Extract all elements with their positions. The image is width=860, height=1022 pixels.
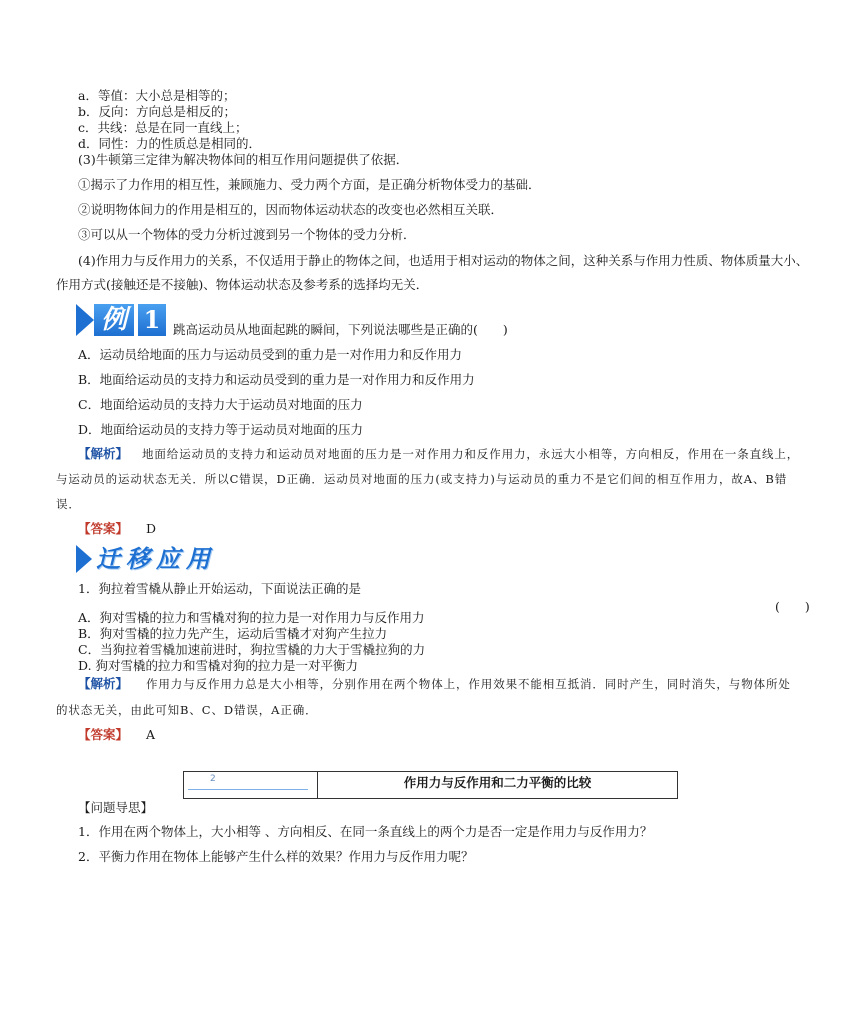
item-circle-3: ③可以从一个物体的受力分析过渡到另一个物体的受力分析．	[78, 227, 416, 242]
analysis-text: 作用力与反作用力总是大小相等，分别作用在两个物体上，作用效果不能相互抵消．同时产生，同时消失，与物体所处	[146, 677, 791, 691]
example-analysis-line-1	[78, 446, 799, 462]
example-analysis-line-2: 与运动员的运动状态无关．所以C错误，D正确．运动员对地面的压力(或支持力)与运动员的重力不是它们间的相互作用力，故A、B错	[56, 472, 788, 486]
point-c: c．共线：总是在同一直线上；	[78, 120, 248, 135]
answer-value: D	[146, 521, 157, 536]
practice-option-b: B．狗对雪橇的拉力先产生，运动后雪橇才对狗产生拉力	[78, 626, 388, 641]
question-guide-heading: 【问题导思】	[78, 800, 154, 815]
answer-blank: ( )	[775, 599, 810, 614]
answer-tag: 【答案】	[78, 521, 129, 536]
point-d: d．同性：力的性质总是相同的．	[78, 136, 262, 151]
example-banner	[76, 303, 166, 337]
practice-option-a: A．狗对雪橇的拉力和雪橇对狗的拉力是一对作用力与反作用力	[78, 610, 425, 625]
example-banner-number: 1	[138, 304, 166, 336]
practice-banner-label: 迁移应用	[96, 545, 216, 573]
example-option-d: D．地面给运动员的支持力等于运动员对地面的压力	[78, 422, 364, 437]
example-answer	[78, 521, 156, 537]
answer-tag: 【答案】	[78, 727, 129, 742]
arrow-icon	[76, 304, 94, 336]
section-number: 2	[210, 774, 216, 784]
example-analysis-line-3: 误．	[56, 497, 81, 511]
section-header-table	[183, 771, 678, 799]
section-number-bar	[188, 774, 308, 790]
section-title: 作用力与反作用和二力平衡的比较	[403, 775, 592, 790]
practice-option-d: D. 狗对雪橇的拉力和雪橇对狗的拉力是一对平衡力	[78, 658, 359, 673]
section-number-cell	[184, 772, 318, 798]
practice-analysis-line-1	[78, 676, 791, 692]
item-circle-2: ②说明物体间力的作用是相互的，因而物体运动状态的改变也必然相互关联．	[78, 202, 504, 217]
point-a: a．等值：大小总是相等的；	[78, 88, 236, 103]
analysis-tag: 【解析】	[78, 446, 129, 461]
point-b: b．反向：方向总是相反的；	[78, 104, 237, 119]
practice-banner	[76, 545, 242, 575]
practice-question: 1．狗拉着雪橇从静止开始运动，下面说法正确的是	[78, 581, 361, 596]
arrow-icon	[76, 545, 92, 573]
guide-question-1: 1．作用在两个物体上，大小相等 、方向相反、在同一条直线上的两个力是否一定是作用力与反作用力？	[78, 824, 653, 839]
practice-option-c: C．当狗拉着雪橇加速前进时，狗拉雪橇的力大于雪橇拉狗的力	[78, 642, 426, 657]
example-option-c: C．地面给运动员的支持力大于运动员对地面的压力	[78, 397, 363, 412]
item-circle-1: ①揭示了力作用的相互性，兼顾施力、受力两个方面，是正确分析物体受力的基础．	[78, 177, 541, 192]
example-option-b: B．地面给运动员的支持力和运动员受到的重力是一对作用力和反作用力	[78, 372, 475, 387]
example-option-a: A．运动员给地面的压力与运动员受到的重力是一对作用力和反作用力	[78, 347, 463, 362]
example-banner-label: 例	[94, 304, 134, 336]
guide-question-2: 2．平衡力作用在物体上能够产生什么样的效果？作用力与反作用力呢？	[78, 849, 474, 864]
answer-value: A	[146, 727, 156, 742]
analysis-text: 地面给运动员的支持力和运动员对地面的压力是一对作用力和反作用力，永远大小相等，方向相反，作用在一条直线上，	[142, 447, 800, 461]
practice-answer	[78, 727, 155, 743]
example-question: 跳高运动员从地面起跳的瞬间，下列说法哪些是正确的( )	[173, 322, 508, 337]
paragraph-4-line-1: (4)作用力与反作用力的关系，不仅适用于静止的物体之间，也适用于相对运动的物体之间，这种关系与作用力性质、物体质量大小、	[78, 253, 809, 268]
paragraph-4-line-2: 作用方式(接触还是不接触)、物体运动状态及参考系的选择均无关．	[56, 277, 429, 292]
paragraph-3: (3)牛顿第三定律为解决物体间的相互作用问题提供了依据．	[78, 152, 409, 167]
practice-analysis-line-2: 的状态无关，由此可知B、C、D错误，A正确．	[56, 703, 318, 717]
analysis-tag: 【解析】	[78, 676, 129, 691]
